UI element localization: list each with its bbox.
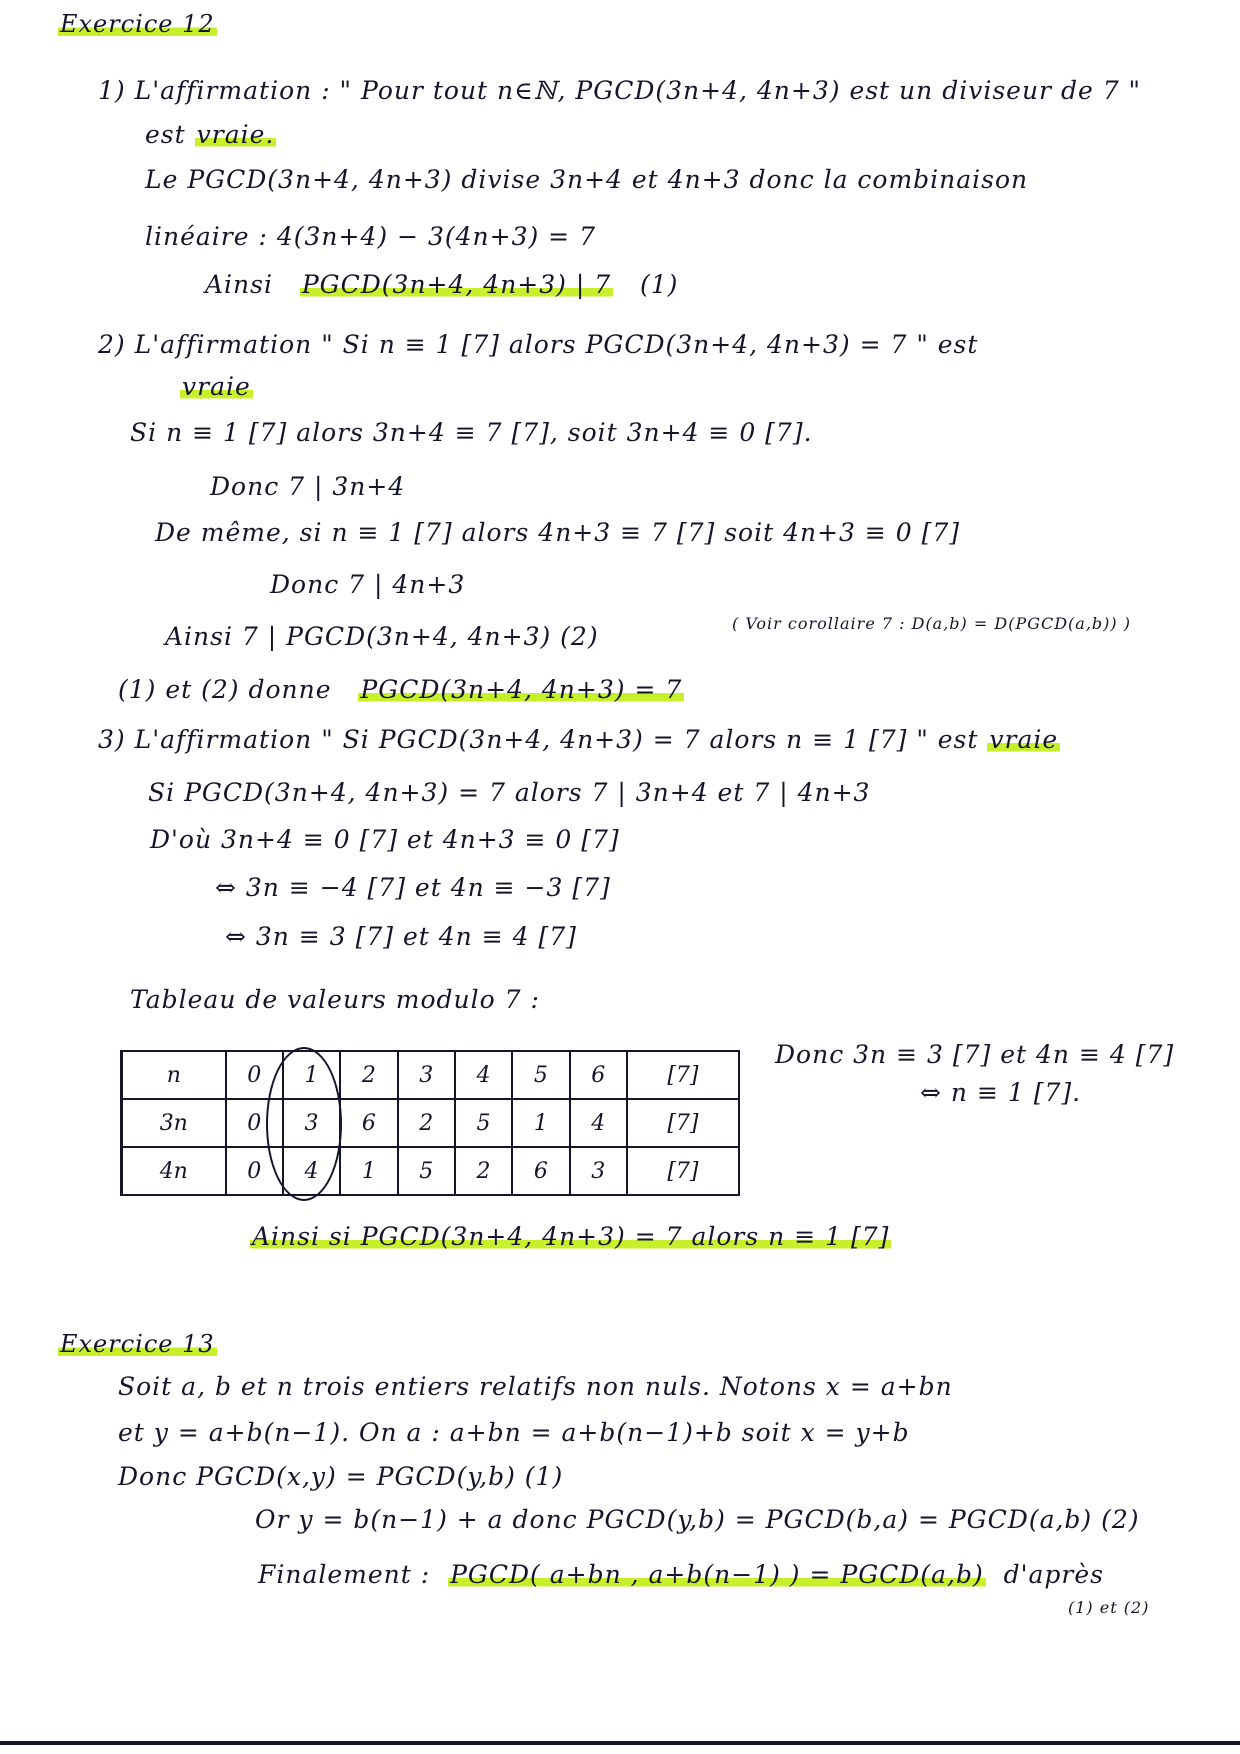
table-cell: 2	[398, 1099, 455, 1147]
q3-line1: 3) L'affirmation " Si PGCD(3n+4, 4n+3) = 7 alors n ≡ 1 [7] " est vraie	[98, 725, 1059, 754]
q2-line6: Donc 7 | 4n+3	[270, 570, 466, 599]
ex13-line4: Or y = b(n−1) + a donc PGCD(y,b) = PGCD(b,a) = PGCD(a,b) (2)	[255, 1505, 1140, 1534]
q2-verdict-line	[180, 372, 253, 401]
ex13-line3: Donc PGCD(x,y) = PGCD(y,b) (1)	[118, 1462, 564, 1491]
q1-line3: Le PGCD(3n+4, 4n+3) divise 3n+4 et 4n+3 donc la combinaison	[145, 165, 1029, 194]
q3-verdict: vraie	[989, 725, 1059, 754]
q1-verdict: vraie.	[196, 120, 275, 149]
q3-line3: D'où 3n+4 ≡ 0 [7] et 4n+3 ≡ 0 [7]	[150, 825, 620, 854]
table-cell: 0	[226, 1147, 283, 1195]
table-cell: 6	[512, 1147, 569, 1195]
q2-verdict: vraie	[182, 372, 251, 401]
table-cell: 3	[398, 1051, 455, 1099]
q2-line1: 2) L'affirmation " Si n ≡ 1 [7] alors PGCD(3n+4, 4n+3) = 7 " est	[98, 330, 979, 359]
table-cell: 5	[398, 1147, 455, 1195]
table-side-line2: ⇔ n ≡ 1 [7].	[920, 1078, 1082, 1107]
table-cell: 3	[283, 1099, 340, 1147]
q2-line3: Si n ≡ 1 [7] alors 3n+4 ≡ 7 [7], soit 3n+4 ≡ 0 [7].	[130, 418, 813, 447]
q2-result: PGCD(3n+4, 4n+3) = 7	[360, 675, 683, 704]
table-cell: 2	[340, 1051, 397, 1099]
table-cell: 2	[455, 1147, 512, 1195]
table-side-line1: Donc 3n ≡ 3 [7] et 4n ≡ 4 [7]	[775, 1040, 1175, 1069]
q2-line5: De même, si n ≡ 1 [7] alors 4n+3 ≡ 7 [7] soit 4n+3 ≡ 0 [7]	[155, 518, 961, 547]
table-cell: 3	[570, 1147, 627, 1195]
q2-line8: (1) et (2) donne PGCD(3n+4, 4n+3) = 7	[118, 675, 683, 704]
ex13-line6: (1) et (2)	[1068, 1598, 1150, 1617]
table-cell: 0	[226, 1099, 283, 1147]
q3-line5: ⇔ 3n ≡ 3 [7] et 4n ≡ 4 [7]	[225, 922, 577, 951]
table-cell: 5	[455, 1099, 512, 1147]
exercise-13-title: Exercice 13	[60, 1330, 215, 1358]
q3-conclusion: Ainsi si PGCD(3n+4, 4n+3) = 7 alors n ≡ 1 [7]	[252, 1222, 890, 1251]
ex13-line5: Finalement : PGCD( a+bn , a+b(n−1) ) = PGCD(a,b) d'après	[258, 1560, 1104, 1589]
table-cell: 6	[570, 1051, 627, 1099]
table-cell: 4	[283, 1147, 340, 1195]
table-cell: 4	[455, 1051, 512, 1099]
page-bottom-edge	[0, 1741, 1240, 1745]
q1-line5: Ainsi PGCD(3n+4, 4n+3) | 7 (1)	[205, 270, 679, 299]
table-row	[122, 1147, 740, 1195]
ex13-line1: Soit a, b et n trois entiers relatifs non nuls. Notons x = a+bn	[118, 1372, 953, 1401]
table-cell: 5	[512, 1051, 569, 1099]
table-row	[122, 1099, 740, 1147]
table-cell: 1	[512, 1099, 569, 1147]
q1-line1: 1) L'affirmation : " Pour tout n∈ℕ, PGCD(3n+4, 4n+3) est un diviseur de 7 "	[98, 76, 1142, 105]
q1-line4: linéaire : 4(3n+4) − 3(4n+3) = 7	[145, 222, 596, 251]
modulo-table	[120, 1050, 740, 1196]
table-cell: 4n	[122, 1147, 226, 1195]
table-cell: 0	[226, 1051, 283, 1099]
table-cell: [7]	[627, 1051, 739, 1099]
table-cell: [7]	[627, 1147, 739, 1195]
q2-line4: Donc 7 | 3n+4	[210, 472, 406, 501]
table-caption: Tableau de valeurs modulo 7 :	[130, 985, 540, 1014]
table-cell: 1	[340, 1147, 397, 1195]
ex13-line2: et y = a+b(n−1). On a : a+bn = a+b(n−1)+b soit x = y+b	[118, 1418, 910, 1447]
table-cell: 4	[570, 1099, 627, 1147]
exercise-12-title: Exercice 12	[60, 10, 215, 38]
q1-result: PGCD(3n+4, 4n+3) | 7	[301, 270, 612, 299]
table-row	[122, 1051, 740, 1099]
q2-line7: Ainsi 7 | PGCD(3n+4, 4n+3) (2)	[165, 622, 599, 651]
table-cell: 3n	[122, 1099, 226, 1147]
table-cell: [7]	[627, 1099, 739, 1147]
table-cell: n	[122, 1051, 226, 1099]
q1-line2: est vraie.	[145, 120, 275, 149]
q2-note: ( Voir corollaire 7 : D(a,b) = D(PGCD(a,b)) )	[732, 614, 1131, 633]
q3-line4: ⇔ 3n ≡ −4 [7] et 4n ≡ −3 [7]	[215, 873, 611, 902]
column-1-circle	[266, 1047, 342, 1201]
table-cell: 6	[340, 1099, 397, 1147]
table-cell: 1	[283, 1051, 340, 1099]
ex13-result: PGCD( a+bn , a+b(n−1) ) = PGCD(a,b)	[450, 1560, 984, 1589]
q3-line2: Si PGCD(3n+4, 4n+3) = 7 alors 7 | 3n+4 et 7 | 4n+3	[148, 778, 871, 807]
